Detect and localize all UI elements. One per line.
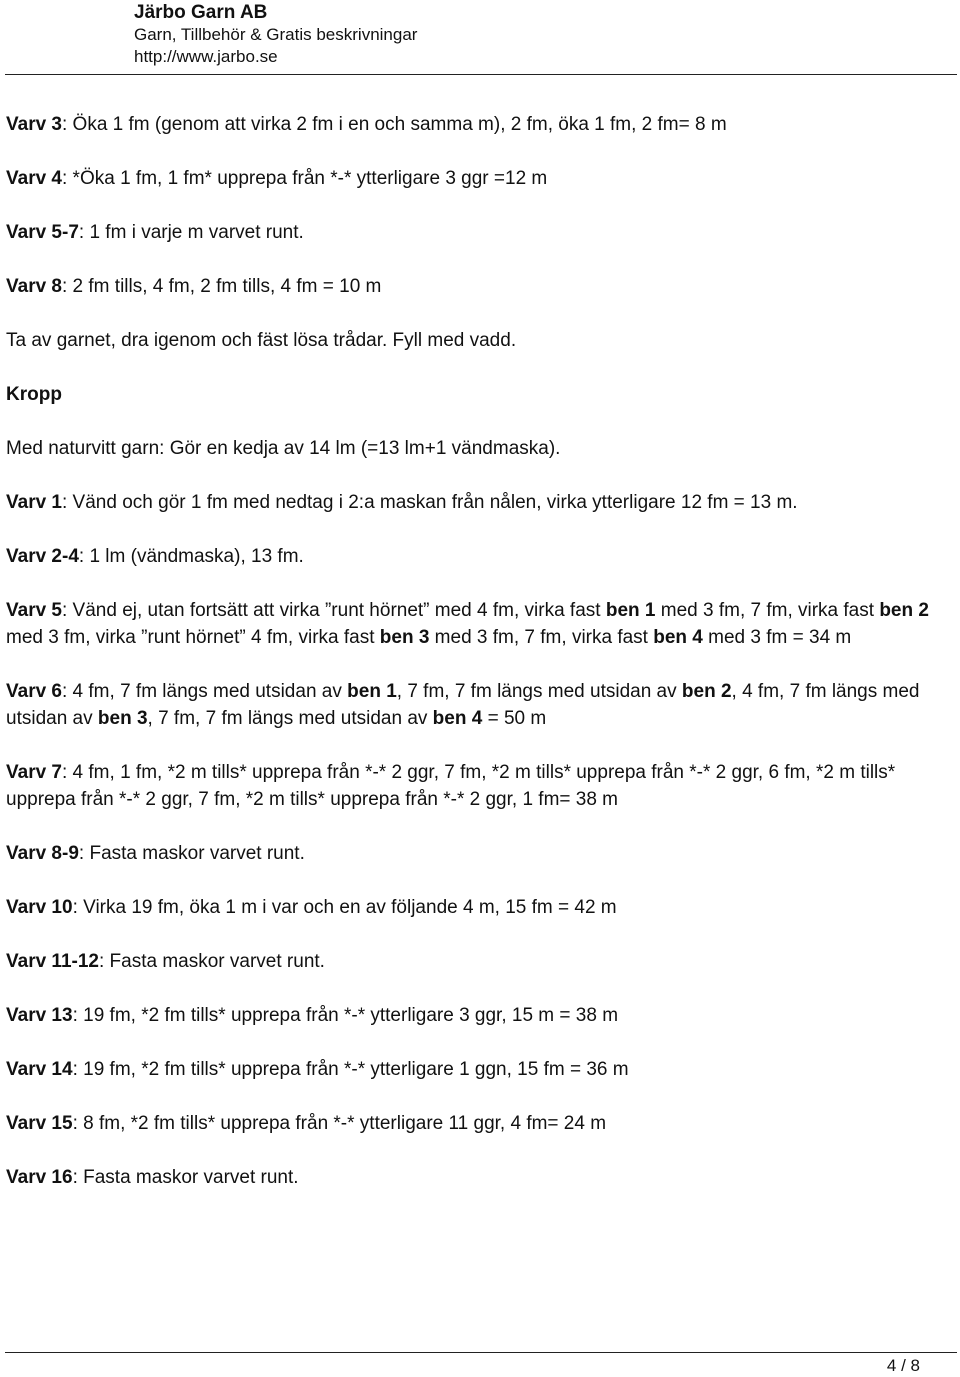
ben-label: ben 2 (681, 681, 732, 702)
row-text: : *Öka 1 fm, 1 fm* upprepa från *-* ytterligare 3 ggr =12 m (62, 168, 548, 189)
row-text: : 4 fm, 1 fm, *2 m tills* upprepa från *-* 2 ggr, 7 fm, *2 m tills* upprepa från *-* 2 ggr, 6 fm, *2 m tills* upprepa från *-* 2 ggr, 7 fm, *2 m tills* upprepa från *-* 2 ggr, 1 fm= 38 m (6, 762, 896, 810)
paragraph (6, 273, 956, 300)
paragraph (6, 111, 956, 138)
row-label: Varv 14 (6, 1059, 73, 1080)
paragraph (6, 1164, 956, 1191)
paragraph-varv6 (6, 678, 956, 732)
company-name: Järbo Garn AB (134, 2, 268, 23)
paragraph (6, 435, 956, 462)
row-text: = 50 m (482, 708, 547, 729)
row-label: Varv 7 (6, 762, 62, 783)
row-label: Varv 8-9 (6, 843, 79, 864)
row-label: Varv 8 (6, 276, 62, 297)
paragraph (6, 894, 956, 921)
row-label: Varv 16 (6, 1167, 73, 1188)
row-label: Varv 3 (6, 114, 62, 135)
ben-label: ben 4 (432, 708, 483, 729)
pattern-body (6, 111, 956, 1218)
paragraph (6, 165, 956, 192)
row-label: Varv 11-12 (6, 951, 99, 972)
row-label: Varv 4 (6, 168, 62, 189)
footer-divider (5, 1352, 957, 1353)
row-text: : Fasta maskor varvet runt. (72, 1167, 299, 1188)
ben-label: ben 3 (379, 627, 430, 648)
paragraph (6, 1056, 956, 1083)
row-text: : Vänd och gör 1 fm med nedtag i 2:a maskan från nålen, virka ytterligare 12 fm = 13 m. (62, 492, 798, 513)
row-text: med 3 fm = 34 m (702, 627, 852, 648)
header-divider (5, 74, 957, 75)
ben-label: ben 1 (347, 681, 397, 702)
ben-label: ben 3 (97, 708, 148, 729)
row-text: : 19 fm, *2 fm tills* upprepa från *-* ytterligare 3 ggr, 15 m = 38 m (72, 1005, 619, 1026)
row-text: , 7 fm, 7 fm längs med utsidan av (396, 681, 682, 702)
row-label: Varv 15 (6, 1113, 73, 1134)
ben-label: ben 1 (605, 600, 656, 621)
paragraph (6, 759, 956, 813)
row-text: : Fasta maskor varvet runt. (98, 951, 325, 972)
row-text: : 8 fm, *2 fm tills* upprepa från *-* ytterligare 11 ggr, 4 fm= 24 m (72, 1113, 607, 1134)
paragraph (6, 948, 956, 975)
row-label: Varv 1 (6, 492, 62, 513)
paragraph (6, 1110, 956, 1137)
paragraph (6, 840, 956, 867)
row-text: med 3 fm, virka ”runt hörnet” 4 fm, virka fast (6, 627, 380, 648)
row-text: : Öka 1 fm (genom att virka 2 fm i en och samma m), 2 fm, öka 1 fm, 2 fm= 8 m (62, 114, 727, 135)
row-label: Varv 10 (6, 897, 73, 918)
paragraph (6, 543, 956, 570)
paragraph-varv5 (6, 597, 956, 651)
company-tagline: Garn, Tillbehör & Gratis beskrivningar (134, 25, 418, 44)
row-text: : Vänd ej, utan fortsätt att virka ”runt hörnet” med 4 fm, virka fast (62, 600, 606, 621)
paragraph (6, 1002, 956, 1029)
row-label: Varv 6 (6, 681, 62, 702)
row-text: : Virka 19 fm, öka 1 m i var och en av följande 4 m, 15 fm = 42 m (72, 897, 617, 918)
page-number: 4 / 8 (886, 1356, 920, 1375)
row-text: : 1 lm (vändmaska), 13 fm. (78, 546, 304, 567)
ben-label: ben 2 (879, 600, 929, 621)
row-text: Med naturvitt garn: Gör en kedja av 14 lm (=13 lm+1 vändmaska). (6, 438, 561, 459)
section-heading: Kropp (6, 384, 62, 405)
row-text: med 3 fm, 7 fm, virka fast (655, 600, 880, 621)
row-text: med 3 fm, 7 fm, virka fast (429, 627, 654, 648)
row-text: : 4 fm, 7 fm längs med utsidan av (62, 681, 348, 702)
row-text: , 4 fm, 7 fm längs med utsidan av (6, 681, 920, 729)
paragraph (6, 489, 956, 516)
section-heading-kropp (6, 381, 956, 408)
row-label: Varv 5 (6, 600, 62, 621)
row-text: : 19 fm, *2 fm tills* upprepa från *-* ytterligare 1 ggn, 15 fm = 36 m (72, 1059, 629, 1080)
row-text: , 7 fm, 7 fm längs med utsidan av (147, 708, 433, 729)
row-label: Varv 2-4 (6, 546, 79, 567)
row-label: Varv 5-7 (6, 222, 79, 243)
paragraph (6, 327, 956, 354)
company-url: http://www.jarbo.se (134, 47, 278, 66)
ben-label: ben 4 (653, 627, 703, 648)
row-text: : 1 fm i varje m varvet runt. (78, 222, 304, 243)
row-text: : 2 fm tills, 4 fm, 2 fm tills, 4 fm = 10 m (62, 276, 382, 297)
row-label: Varv 13 (6, 1005, 73, 1026)
paragraph (6, 219, 956, 246)
row-text: : Fasta maskor varvet runt. (78, 843, 305, 864)
page-header (134, 0, 894, 68)
row-text: Ta av garnet, dra igenom och fäst lösa trådar. Fyll med vadd. (6, 330, 517, 351)
